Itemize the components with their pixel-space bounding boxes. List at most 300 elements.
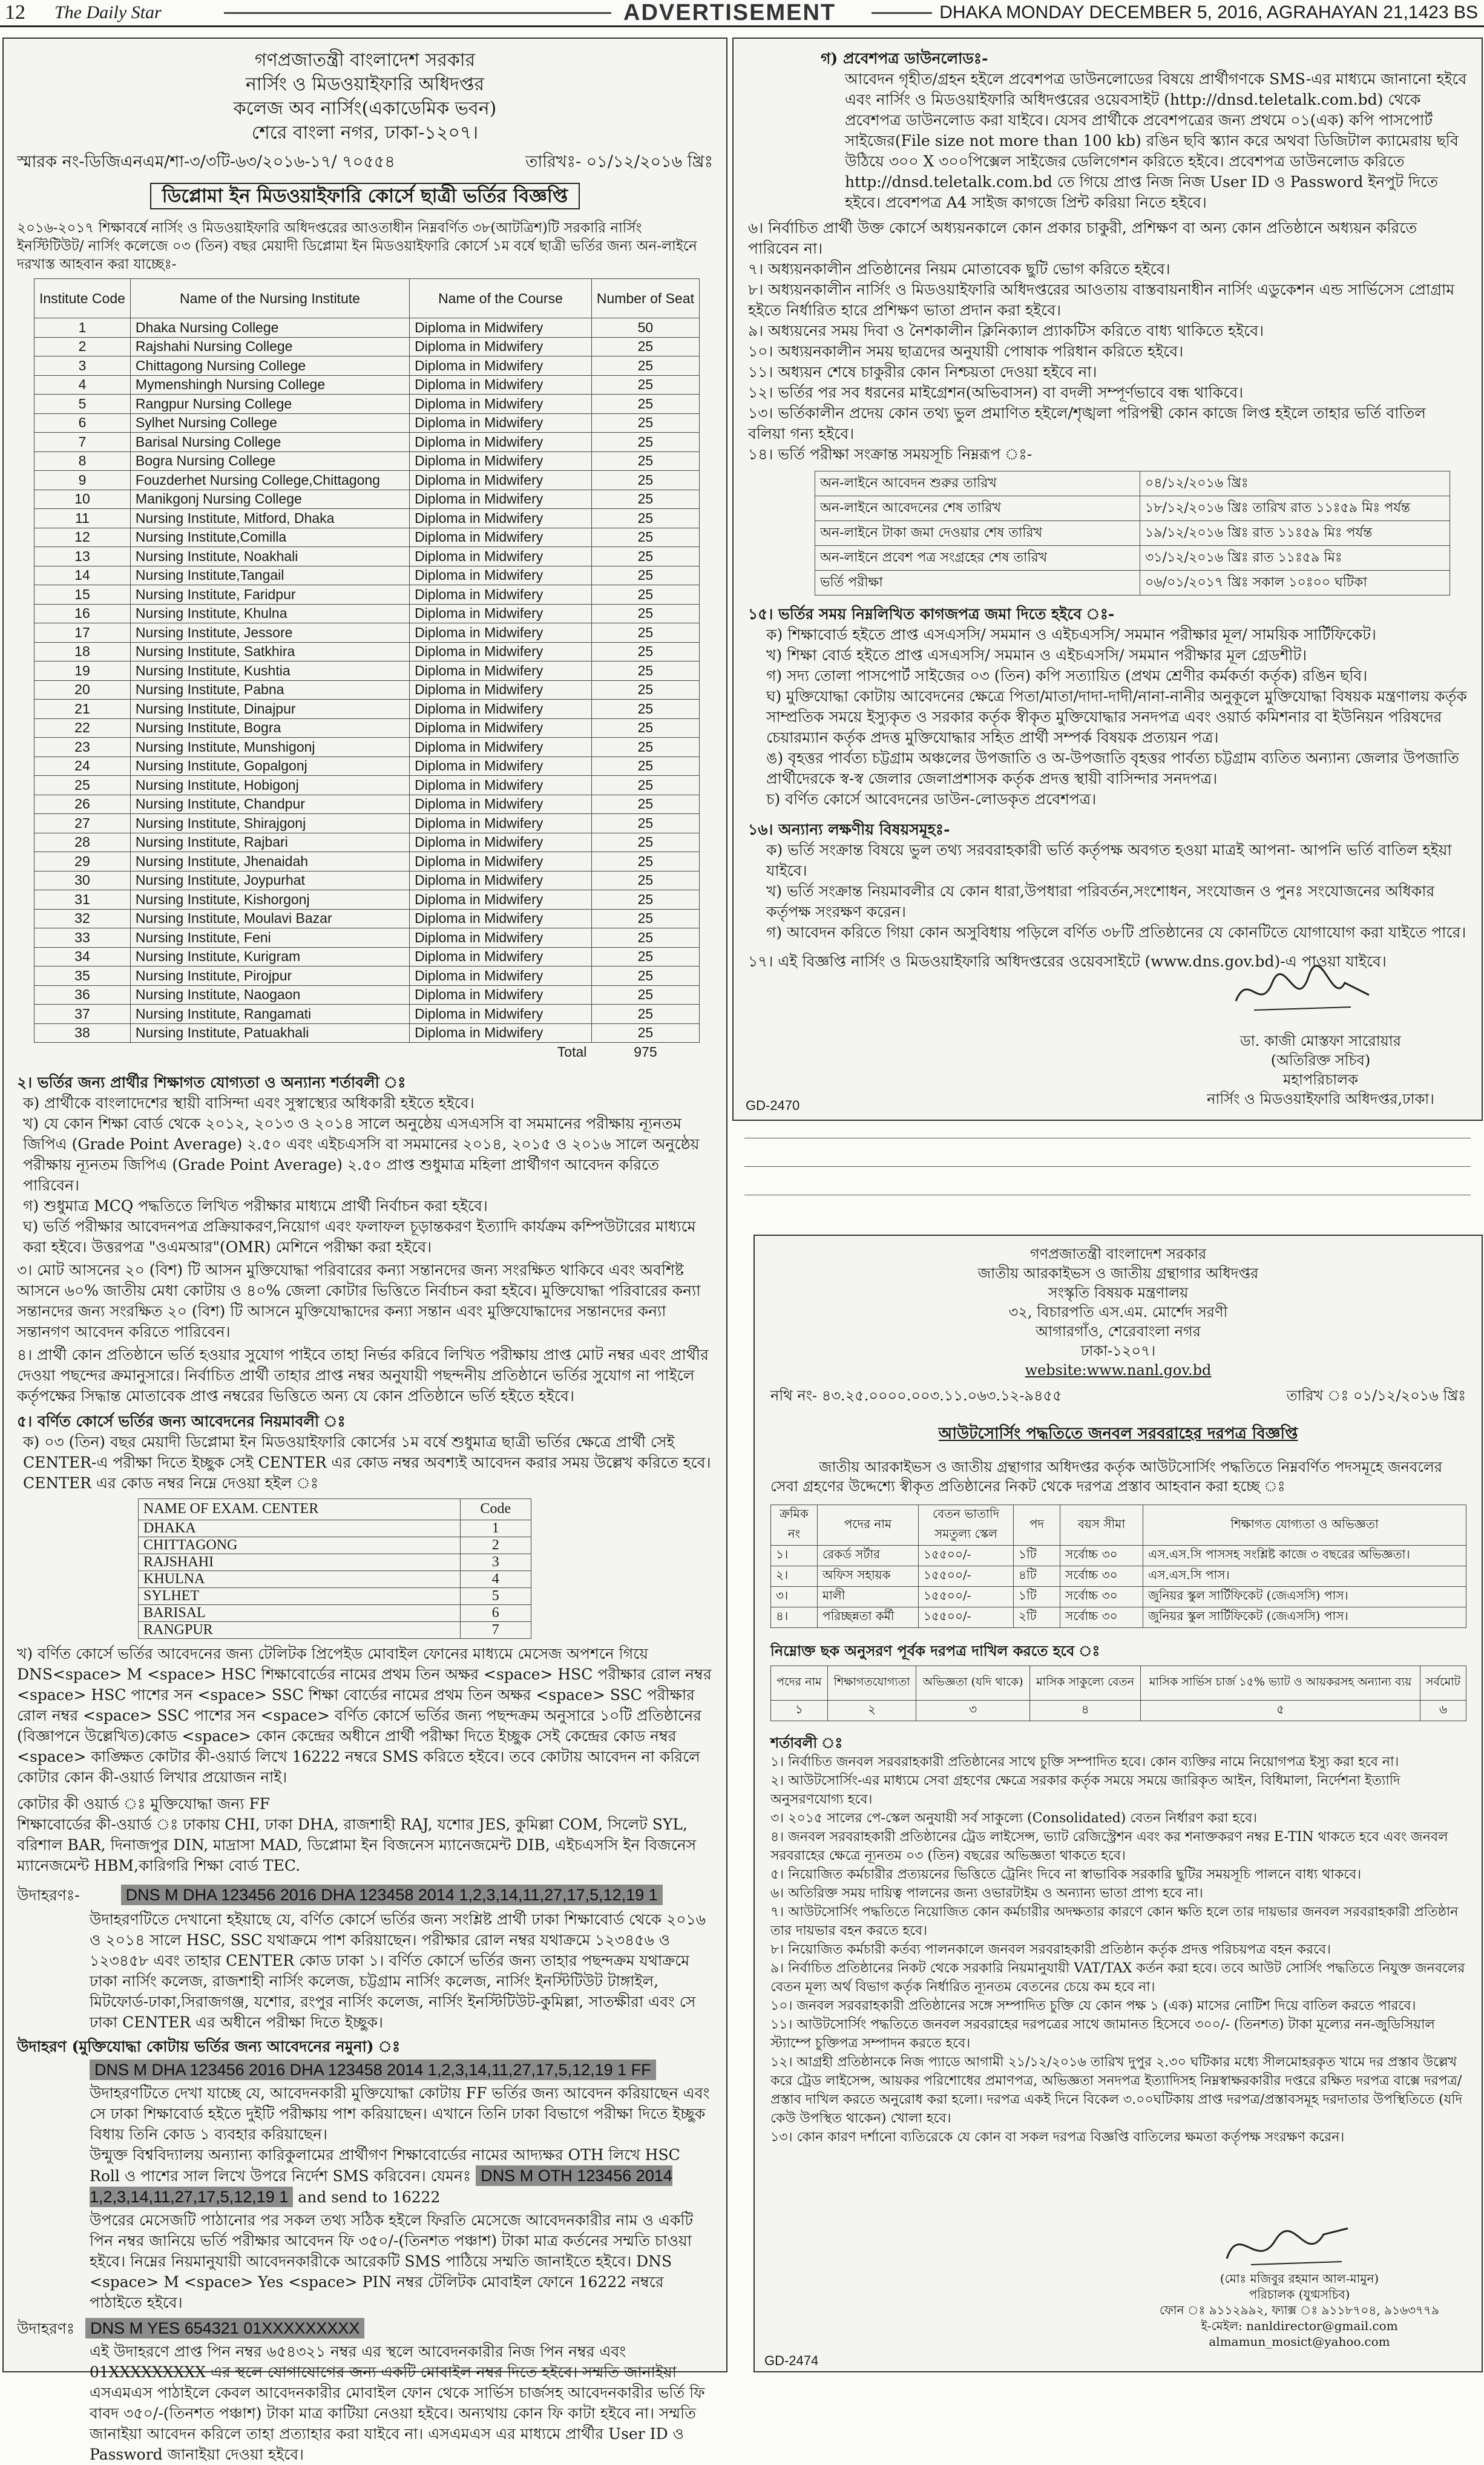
institute-name: Nursing Institute, Noakhali: [130, 547, 409, 566]
col-post: পদের নাম: [818, 1505, 919, 1546]
seat-count: 25: [591, 642, 699, 661]
institute-name: Nursing Institute, Khulna: [130, 604, 409, 623]
seat-count: 25: [591, 967, 699, 986]
ad1-memo: স্মারক নং-ডিজিএনএম/শা-৩/৩টি-৬৩/২০১৬-১৭/ ৭০৫৫৪: [17, 153, 395, 171]
masthead-rule-right: [872, 12, 932, 14]
institute-code: 24: [34, 757, 131, 776]
institute-name: Nursing Institute, Bogra: [130, 718, 409, 738]
center-code: 6: [460, 1604, 531, 1621]
institute-name: Nursing Institute, Jhenaidah: [130, 852, 409, 871]
course-name: Diploma in Midwifery: [410, 356, 592, 376]
rate-intro: নিম্নোক্ত ছক অনুসরণ পূর্বক দরপত্র দাখিল করতে হবে ঃ: [770, 1642, 1100, 1659]
course-name: Diploma in Midwifery: [410, 1005, 592, 1024]
masthead: [0, 0, 1484, 27]
term-item: ৩। ২০১৫ সালের পে-স্কেল অনুযায়ী সর্ব সাকুল্যে (Consolidated) বেতন নির্ধারণ করা হবে।: [770, 1811, 1258, 1826]
term-item: ১২। আগ্রহী প্রতিষ্ঠানকে নিজ প্যাডে আগামী ২১/১২/২০১৬ তারিখ দুপুর ২.৩০ ঘটিকার মধ্যে সীলমোহরকৃত খামে দর প্রস্তাব উল্লেখ করে ট্রেড লাইসেন্স, আয়কর পরিশোধের প্রমাণপত্র, অভিজ্ঞতা সনদপত্র ইত্যাদিসহ নিম্নস্বাক্ষরকারীর দপ্তরে রক্ষিত দরপত্র বাক্সে দরপত্র/প্রস্তাব দাখিল করতে অনুরোধ করা হলো। দরপত্র একই দিনে বিকেল ৩.০০ঘটিকায় প্রাপ্ত দরপত্র/প্রস্তাবসমূহ দরদাতার উপস্থিতিতে (যদি কেউ উপস্থিত থাকেন) খোলা হবে।: [770, 2055, 1463, 2126]
sec5-b: খ) বর্ণিত কোর্সে ভর্তির আবেদনের জন্য টেলিটক প্রিপেইড মোবাইল ফোনের মাধ্যমে মেসেজ অপশনে গিয়ে DNS<space> M <space> HSC শিক্ষাবোর্ডের নামের প্রথম তিন অক্ষর <space> HSC পরীক্ষার রোল নম্বর <space> HSC পাশের সন <space> SSC শিক্ষা বোর্ডের নামের প্রথম তিন অক্ষর <space> SSC পরীক্ষার রোল নম্বর <space> SSC পাশের সন <space> বর্ণিত কোর্সে ভর্তির জন্য পছন্দক্রম অনুসারে ১০টি প্রতিষ্ঠানের (বিজ্ঞাপনে উল্লেখিত)কোড <space> কোন কেন্দ্রের অধীনে প্রার্থী পরীক্ষা দিতে ইচ্ছুক সেই কেন্দ্রের কোড নম্বর <space> কাঙ্ক্ষিত কোটার কী-ওয়ার্ড লিখে 16222 নম্বরে SMS করিতে হইবে। তবে কোটায় আবেদন না করিলে কোটার কোন কী-ওয়ার্ড লিখার প্রয়োজন নাই।: [17, 1644, 712, 1786]
institute-row: [34, 547, 700, 566]
seat-count: 25: [591, 795, 699, 814]
seat-count: 25: [591, 661, 699, 681]
course-name: Diploma in Midwifery: [410, 757, 592, 776]
rate-col-number: ২: [827, 1701, 916, 1721]
schedule-row: [815, 496, 1450, 521]
center-code: 7: [460, 1621, 531, 1638]
ad1-title-wrap: [17, 182, 713, 213]
institute-row: [34, 337, 700, 356]
schedule-label: ভর্তি পরীক্ষা: [815, 571, 1140, 596]
term-item: ৪। জনবল সরবরাহকারী প্রতিষ্ঠানের ট্রেড লাইসেন্স, ভ্যাট রেজিস্ট্রেশন এবং কর শনাক্তকরণ নম্বর E-TIN থাকতে হবে এবং জনবল সরবরাহের ক্ষেত্রে ন্যূনতম ০৩ (তিন) বছরের অভিজ্ঞতা থাকতে হবে।: [770, 1830, 1448, 1863]
page-number: 12: [5, 1, 25, 24]
example4-sms: DNS M YES 654321 01XXXXXXXXX: [85, 2318, 364, 2339]
seat-count: 25: [591, 852, 699, 871]
rate-col-number: ৪: [1029, 1701, 1140, 1721]
ad1-terms-list: [748, 218, 1467, 465]
seat-count: 25: [591, 718, 699, 738]
sec4: ৪। প্রার্থী কোন প্রতিষ্ঠানে ভর্তি হওয়ার সুযোগ পাইবে তাহা নির্ভর করিবে লিখিত পরীক্ষায় প্রাপ্ত মোট নম্বর এবং প্রার্থীর দেওয়া পছন্দের ক্রমানুসারে। নির্বাচিত প্রার্থী তাহার প্রাপ্ত নম্বর অনুযায়ী পছন্দনীয় প্রতিষ্ঠানে ভর্তির সুযোগ না পাইলে কর্তৃপক্ষের সিদ্ধান্ত মোতাবেক প্রাপ্ত নম্বরের ভিত্তিতে অন্য যে কোন প্রতিষ্ঠানে ভর্তি হইতে হইবে।: [17, 1345, 709, 1405]
post-serial: ৪।: [771, 1607, 818, 1628]
post-salary: ১৫৫০০/-: [919, 1607, 1014, 1628]
ad1-header-line: শেরে বাংলা নগর, ঢাকা-১২০৭।: [251, 122, 479, 143]
term-item: ৯। অধ্যয়নের সময় দিবা ও নৈশকালীন ক্লিনিক্যাল প্র্যাকটিস করিতে বাধ্য থাকিতে হইবে।: [748, 322, 1264, 340]
institute-code: 27: [34, 814, 131, 833]
ad1-download-section: [748, 48, 1467, 213]
schedule-label: অন-লাইনে আবেদনের শেষ তারিখ: [815, 496, 1140, 521]
schedule-value: ০৬/০১/২০১৭ খ্রিঃ সকাল ১০ঃ০০ ঘটিকা: [1140, 571, 1450, 596]
ad1-title: ডিপ্লোমা ইন মিডওয়াইফারি কোর্সে ছাত্রী ভর্তির বিজ্ঞপ্তি: [150, 183, 580, 209]
institute-table: [34, 278, 700, 1062]
board-keyword: শিক্ষাবোর্ডের কী-ওয়ার্ড ঃ ঢাকায় CHI, ঢাকা DHA, রাজশাহী RAJ, যশোর JES, কুমিল্লা COM, সিলেট SYL, বরিশাল BAR, দিনাজপুর DIN, মাদ্রাসা MAD, ডিপ্লোমা ইন বিজনেস ম্যানেজমেন্ট DIB, এইচএসসি ইন বিজনেস ম্যানেজমেন্ট HBM,কারিগরি শিক্ষা বোর্ড TEC.: [17, 1815, 697, 1874]
seat-count: 50: [591, 318, 699, 338]
institute-name: Nursing Institute,Comilla: [130, 528, 409, 547]
course-name: Diploma in Midwifery: [410, 490, 592, 509]
seat-count: 25: [591, 985, 699, 1005]
course-name: Diploma in Midwifery: [410, 661, 592, 681]
nursing-admission-ad-continued: [732, 38, 1483, 1121]
other-board-row: [17, 2145, 713, 2208]
seat-count: 25: [591, 413, 699, 433]
sec16-heading: ১৬। অন্যান্য লক্ষণীয় বিষয়সমূহঃ-: [748, 821, 950, 838]
schedule-row: [815, 546, 1450, 571]
col-center: NAME OF EXAM. CENTER: [139, 1498, 461, 1520]
center-row: [139, 1554, 531, 1571]
institute-name: Barisal Nursing College: [130, 433, 409, 452]
institute-name: Nursing Institute, Joypurhat: [130, 871, 409, 890]
ad1-signature-scribble: [1230, 959, 1375, 1025]
sec15-list: [748, 625, 1467, 810]
paper-name: The Daily Star: [54, 2, 162, 22]
institute-row: [34, 509, 700, 528]
ad2-memo-row: [770, 1386, 1466, 1405]
seat-count: 25: [591, 375, 699, 395]
schedule-row: [815, 471, 1450, 496]
sms-reply-text: উপরের মেসেজটি পাঠানোর পর সকল তথ্য সঠিক হইলে ফিরতি মেসেজে আবেদনকারীর নাম ও একটি পিন নম্বর জানিয়ে ভর্তি পরীক্ষার আবেদন ফি ৩৫০/-(তিনশত পঞ্চাশ) টাকা মাত্র কর্তনের সম্মতি চাওয়া হইবে। নিম্নের নিয়মানুযায়ী আবেদনকারীকে আরেকটি SMS পাঠিয়ে সম্মতি জানাইতে হইবে। DNS <space> M <space> Yes <space> PIN নম্বর টেলিটক মোবাইল ফোনে 16222 নম্বরে পাঠাইতে হইবে।: [90, 2211, 694, 2311]
rate-col-header: মাসিক সাকুল্যে বেতন: [1029, 1666, 1140, 1701]
seat-count: 25: [591, 909, 699, 928]
sec17: ১৭। এই বিজ্ঞপ্তি নার্সিং ও মিডওয়াইফারি অধিদপ্তরের ওয়েবসাইটে (www.dns.gov.bd)-এ পাওয়া যাইবে।: [748, 953, 1387, 970]
institute-name: Manikgonj Nursing College: [130, 490, 409, 509]
example1-text: উদাহরণটিতে দেখানো হইয়াছে যে, বর্ণিত কোর্সে ভর্তির জন্য সংশ্লিষ্ট প্রার্থী ঢাকা শিক্ষাবোর্ড থেকে ২০১৬ ও ২০১৪ সালে HSC, SSC যথাক্রমে পাশ করিয়াছেন। পরীক্ষার রোল নম্বর যথাক্রমে ১২৩৪৫৬ ও ১২৩৪৫৮ এবং তাহার CENTER কোড ঢাকা ১। বর্ণিত কোর্সে ভর্তির জন্য তাহার পছন্দক্রম যথাক্রমে ঢাকা নার্সিং কলেজ, রাজশাহী নার্সিং কলেজ, চট্টগ্রাম নার্সিং কলেজ, নার্সিং ইনস্টিটিউট টাঙ্গাইল, মিটফোর্ড-ঢাকা,সিরাজগঞ্জ, যশোর, রংপুর নার্সিং কলেজ, নার্সিং ইনস্টিটিউট-কুমিল্লা, সাতক্ষীরা এবং সে ঢাকা CENTER এর অধীনে পরীক্ষা দিতে ইচ্ছুক।: [90, 1910, 706, 2031]
section-title: ADVERTISEMENT: [623, 0, 836, 25]
notice-item: ক) ভর্তি সংক্রান্ত বিষয়ে ভুল তথ্য সরবরাহকারী ভর্তি কর্তৃপক্ষ অবগত হওয়া মাত্রই আপনা- আপনি ভর্তি বাতিল হইয়া যাইবে।: [766, 841, 1452, 879]
institute-code: 18: [34, 642, 131, 661]
ad1-signatory-line: নার্সিং ও মিডওয়াইফারি অধিদপ্তর,ঢাকা।: [1207, 1091, 1434, 1108]
ad2-signatory-line: ফোন ঃ ৯১১২৯৯২, ফ্যাক্স ঃ ৯১১৮৭০৪, ৯১৬৩৭৭৯: [1159, 2303, 1440, 2317]
course-name: Diploma in Midwifery: [410, 700, 592, 719]
center-code: 4: [460, 1571, 531, 1587]
post-row: [771, 1546, 1466, 1566]
col-count: পদ: [1014, 1505, 1060, 1546]
seat-count: 25: [591, 566, 699, 585]
ad2-signatory-line: (মোঃ মজিবুর রহমান আল-মামুন): [1220, 2271, 1379, 2286]
institute-row: [34, 700, 700, 719]
institute-name: Nursing Institute, Faridpur: [130, 585, 409, 605]
col-institute: Name of the Nursing Institute: [130, 279, 409, 318]
sec3: ৩। মোট আসনের ২০ (বিশ) টি আসন মুক্তিযোদ্ধা পরিবারের কন্যা সন্তানদের জন্য সংরক্ষিত থাকিবে এবং অবশিষ্ট আসনে ৬০% জাতীয় মেধা কোটায় ও ৪০% জেলা কোটার ভিত্তিতে নির্বাচন করা হইবে। মুক্তিযোদ্ধা পরিবারের কন্যা সন্তানদের জন্য সংরক্ষিত ২০ (বিশ) টি আসনে মুক্তিযোদ্ধাদের কন্যা সন্তান এবং মুক্তিযোদ্ধাদের সন্তানদের কন্যা সন্তানগণ আবেদন করিতে পারিবেন।: [17, 1261, 701, 1341]
institute-name: Rangpur Nursing College: [130, 395, 409, 414]
term-item: ১৩। কোন কারণ দর্শানো ব্যতিরেকে যে কোন বা সকল দরপত্র বিজ্ঞপ্তি বাতিলের ক্ষমতা কর্তৃপক্ষ সংরক্ষণ করেন।: [770, 2130, 1345, 2145]
seat-count: 25: [591, 471, 699, 490]
term-item: ১১। অধ্যয়ন শেষে চাকুরীর কোন নিশ্চয়তা দেওয়া হইবে না।: [748, 363, 1097, 381]
institute-code: 28: [34, 833, 131, 852]
schedule-row: [815, 521, 1450, 546]
center-name: DHAKA: [139, 1520, 461, 1537]
term-item: ১২। ভর্তির পর সব ধরনের মাইগ্রেশন(অভিবাসন) বা বদলী সম্পূর্ণভাবে বন্ধ থাকিবে।: [748, 384, 1244, 401]
seat-count: 25: [591, 585, 699, 605]
schedule-value: ৩১/১২/২০১৬ খ্রিঃ রাত ১১ঃ৫৯ মিঃ: [1140, 546, 1450, 571]
post-qualification: এস.এস.সি পাস।: [1143, 1566, 1466, 1587]
institute-code: 6: [34, 413, 131, 433]
sec5-a: ক) ০৩ (তিন) বছর মেয়াদী ডিপ্লোমা ইন মিডওয়াইফারি কোর্সের ১ম বর্ষে শুধুমাত্র ছাত্রী ভর্তির ক্ষেত্রে প্রার্থী সেই CENTER-এ পরীক্ষা দিতে ইচ্ছুক সেই CENTER এর কোড নম্বর অবশ্যই আবেদন করার সময় উল্লেখ করিতে হবে। CENTER এর কোড নম্বর নিম্নে দেওয়া হইল ঃ: [23, 1433, 711, 1492]
institute-code: 16: [34, 604, 131, 623]
course-name: Diploma in Midwifery: [410, 433, 592, 452]
institute-name: Nursing Institute, Dinajpur: [130, 700, 409, 719]
example2-row: [17, 2060, 713, 2081]
institute-code: 36: [34, 985, 131, 1005]
center-table-header: [139, 1498, 531, 1520]
sec2-c: গ) শুধুমাত্র MCQ পদ্ধতিতে লিখিত পরীক্ষার মাধ্যমে প্রার্থী নির্বাচন করা হইবে।: [23, 1196, 488, 1215]
institute-code: 10: [34, 490, 131, 509]
ad1-memo-row: [17, 151, 713, 173]
seat-count: 25: [591, 1023, 699, 1043]
term-item: ৭। অধ্যয়নকালীন প্রতিষ্ঠানের নিয়ম মোতাবেক ছুটি ভোগ করিতে হইবে।: [748, 260, 1170, 278]
seat-count: 25: [591, 757, 699, 776]
institute-code: 4: [34, 375, 131, 395]
institute-row: [34, 1005, 700, 1024]
ad2-header: [770, 1244, 1466, 1380]
term-item: ২। আউটসোর্সিং-এর মাধ্যমে সেবা গ্রহণের ক্ষেত্রে সরকার কর্তৃক সময়ে সময়ে জারিকৃত আইন, বিধিমালা, নির্দেশনা ইত্যাদি অনুসরণযোগ্য হবে।: [770, 1773, 1400, 1807]
archives-outsourcing-ad: [753, 1235, 1483, 2372]
institute-row: [34, 967, 700, 986]
center-code: 5: [460, 1587, 531, 1604]
post-serial: ৩।: [771, 1587, 818, 1607]
institute-row: [34, 318, 700, 338]
institute-name: Nursing Institute, Feni: [130, 928, 409, 948]
institute-row: [34, 451, 700, 471]
institute-row: [34, 776, 700, 795]
ad2-header-line: ৩২, বিচারপতি এস.এম. মোর্শেদ সরণী: [1008, 1304, 1228, 1321]
course-name: Diploma in Midwifery: [410, 852, 592, 871]
center-code: 3: [460, 1554, 531, 1571]
institute-name: Mymenshingh Nursing College: [130, 375, 409, 395]
institute-table-header: [34, 279, 700, 318]
ad1-header: [17, 48, 713, 145]
institute-name: Nursing Institute, Patuakhali: [130, 1023, 409, 1043]
ad1-signatory-line: মহাপরিচালক: [1283, 1071, 1358, 1088]
example1-label: উদাহরণঃ-: [17, 1886, 80, 1904]
course-name: Diploma in Midwifery: [410, 509, 592, 528]
post-name: অফিস সহায়ক: [818, 1566, 919, 1587]
course-name: Diploma in Midwifery: [410, 375, 592, 395]
institute-name: Nursing Institute, Kurigram: [130, 947, 409, 967]
rate-col-header: সর্বমোট: [1420, 1666, 1466, 1701]
example4-row: [17, 2318, 713, 2339]
sec16-list: [748, 840, 1467, 943]
institute-code: 29: [34, 852, 131, 871]
seat-count: 25: [591, 947, 699, 967]
institute-name: Nursing Institute, Gopalgonj: [130, 757, 409, 776]
institute-row: [34, 661, 700, 681]
post-age: সর্বোচ্চ ৩০: [1060, 1607, 1143, 1628]
institute-code: 26: [34, 795, 131, 814]
institute-code: 14: [34, 566, 131, 585]
institute-code: 32: [34, 909, 131, 928]
institute-row: [34, 604, 700, 623]
total-value: 975: [634, 1043, 657, 1060]
ad2-signatory-line: পরিচালক (যুগ্মসচিব): [1249, 2287, 1350, 2302]
center-name: KHULNA: [139, 1571, 461, 1587]
institute-code: 3: [34, 356, 131, 376]
course-name: Diploma in Midwifery: [410, 413, 592, 433]
post-count: ১টি: [1014, 1546, 1060, 1566]
col-qualification: শিক্ষাগত যোগ্যতা ও অভিজ্ঞতা: [1143, 1505, 1466, 1546]
center-name: RAJSHAHI: [139, 1554, 461, 1571]
sec15-heading: ১৫। ভর্তির সময় নিম্নলিখিত কাগজপত্র জমা দিতে হইবে ঃ-: [748, 605, 1115, 623]
ad1-header-line: কলেজ অব নার্সিং(একাডেমিক ভবন): [233, 98, 497, 119]
seat-count: 25: [591, 738, 699, 757]
col-center-code: Code: [460, 1498, 531, 1520]
term-item: ৬। নির্বাচিত প্রার্থী উক্ত কোর্সে অধ্যয়নকালে কোন প্রকার চাকুরী, প্রশিক্ষণ বা অন্য কোন প্রতিষ্ঠানে অধ্যয়ন করিতে পারিবেন না।: [748, 219, 1417, 257]
course-name: Diploma in Midwifery: [410, 947, 592, 967]
ad2-header-line: জাতীয় আরকাইভস ও জাতীয় গ্রন্থাগার অধিদপ্তর: [977, 1265, 1259, 1282]
institute-code: 35: [34, 967, 131, 986]
institute-name: Nursing Institute, Shirajgonj: [130, 814, 409, 833]
posts-table-header: [771, 1505, 1466, 1546]
seat-count: 25: [591, 890, 699, 910]
institute-code: 15: [34, 585, 131, 605]
institute-name: Nursing Institute, Mitford, Dhaka: [130, 509, 409, 528]
rate-col-number: ৬: [1420, 1701, 1466, 1721]
term-item: ৬। অতিরিক্ত সময় দায়িত্ব পালনের জন্য ওভারটাইম ও অন্যান্য ভাতা প্রাপ্য হবে না।: [770, 1886, 1203, 1901]
institute-row: [34, 985, 700, 1005]
seat-count: 25: [591, 871, 699, 890]
other-board-text: উন্মুক্ত বিশ্ববিদ্যালয় অন্যান্য কারিকুলামের প্রার্থীগণ শিক্ষাবোর্ডের নামের আদ্যক্ষর OTH লিখে HSC Roll ও পাশের সাল লিখে উপরে নির্দেশ SMS করিবেন। যেমনঃ: [90, 2145, 680, 2185]
institute-row: [34, 566, 700, 585]
col-salary: বেতন ভাতাদি সমতুল্য স্কেল: [919, 1505, 1014, 1546]
center-code: 2: [460, 1537, 531, 1554]
col-age: বয়স সীমা: [1060, 1505, 1143, 1546]
rate-col-header: পদের নাম: [771, 1666, 828, 1701]
institute-row: [34, 490, 700, 509]
course-name: Diploma in Midwifery: [410, 604, 592, 623]
exam-schedule-table: [815, 471, 1450, 596]
sec2-b: খ) যে কোন শিক্ষা বোর্ড থেকে ২০১২, ২০১৩ ও ২০১৪ সালে অনুষ্ঠেয় এসএসসি বা সমমানের পরীক্ষায় ন্যূনতম জিপিএ (Grade Point Average) ২.৫০ এবং এইচএসসি বা সমমানের ২০১৪, ২০১৫ ও ২০১৬ সালে অনুষ্ঠেয় পরীক্ষায় ন্যূনতম জিপিএ (Grade Point Average) ২.৫০ প্রাপ্ত শুধুমাত্র মহিলা প্রার্থীগণ আবেদন করিতে পারিবেন।: [23, 1114, 700, 1194]
seat-count: 25: [591, 1005, 699, 1024]
institute-code: 7: [34, 433, 131, 452]
rate-col-header: অভিজ্ঞতা (যদি থাকে): [916, 1666, 1030, 1701]
ad2-header-line: আগারগাঁও, শেরেবাংলা নগর: [1036, 1323, 1201, 1340]
institute-name: Rajshahi Nursing College: [130, 337, 409, 356]
sec2-d: ঘ) ভর্তি পরীক্ষার আবেদনপত্র প্রক্রিয়াকরণ,নিয়োগ এবং ফলাফল চূড়ান্তকরণ ইত্যাদি কার্যক্রম কম্পিউটারের মাধ্যমে করা হইবে। উত্তরপত্র "ওএমআর"(OMR) মেশিনে পরীক্ষা করা হইবে।: [23, 1217, 696, 1256]
term-item: ১। নির্বাচিত জনবল সরবরাহকারী প্রতিষ্ঠানের সাথে চুক্তি সম্পাদিত হবে। কোন ব্যক্তির নামে নিয়োগপত্র ইস্যু করা হবে না।: [770, 1754, 1399, 1770]
course-name: Diploma in Midwifery: [410, 680, 592, 700]
post-serial: ১।: [771, 1546, 818, 1566]
institute-name: Nursing Institute, Pabna: [130, 680, 409, 700]
institute-total-row: [34, 1043, 700, 1062]
ad1-signatory: [1181, 1031, 1460, 1109]
institute-row: [34, 928, 700, 948]
institute-name: Nursing Institute, Jessore: [130, 623, 409, 643]
institute-code: 33: [34, 928, 131, 948]
institute-code: 22: [34, 718, 131, 738]
ad2-signatory-line: almamun_mosict@yahoo.com: [1209, 2334, 1390, 2349]
course-name: Diploma in Midwifery: [410, 337, 592, 356]
institute-row: [34, 909, 700, 928]
course-name: Diploma in Midwifery: [410, 451, 592, 471]
center-name: CHITTAGONG: [139, 1537, 461, 1554]
institute-code: 30: [34, 871, 131, 890]
ad1-documents-section: [748, 604, 1467, 972]
post-name: পরিচ্ছন্নতা কর্মী: [818, 1607, 919, 1628]
institute-name: Dhaka Nursing College: [130, 318, 409, 338]
course-name: Diploma in Midwifery: [410, 642, 592, 661]
institute-row: [34, 680, 700, 700]
institute-code: 9: [34, 471, 131, 490]
institute-name: Nursing Institute, Munshigonj: [130, 738, 409, 757]
terms-title: শর্তাবলী ঃ: [770, 1734, 843, 1751]
center-row: [139, 1621, 531, 1638]
institute-code: 25: [34, 776, 131, 795]
institute-row: [34, 528, 700, 547]
center-row: [139, 1604, 531, 1621]
ad1-header-line: নার্সিং ও মিডওয়াইফারি অধিদপ্তর: [246, 74, 484, 95]
ad2-signatory: [1130, 2271, 1469, 2349]
term-item: ১৪। ভর্তি পরীক্ষা সংক্রান্ত সময়সূচি নিম্নরূপ ঃ-: [748, 445, 1033, 463]
blank-rule: [744, 1166, 1471, 1167]
institute-code: 34: [34, 947, 131, 967]
post-salary: ১৫৫০০/-: [919, 1587, 1014, 1607]
institute-name: Nursing Institute, Rajbari: [130, 833, 409, 852]
course-name: Diploma in Midwifery: [410, 890, 592, 910]
post-salary: ১৫৫০০/-: [919, 1546, 1014, 1566]
institute-name: Nursing Institute, Naogaon: [130, 985, 409, 1005]
institute-code: 21: [34, 700, 131, 719]
document-item: ঘ) মুক্তিযোদ্ধা কোটায় আবেদনের ক্ষেত্রে পিতা/মাতা/দাদা-দাদী/নানা-নানীর অনুকূলে মুক্তিযোদ্ধা বিষয়ক মন্ত্রণালয় কর্তৃক সাম্প্রতিক সময়ে ইস্যুকৃত ও সরকার কর্তৃক স্বীকৃত মুক্তিযোদ্ধার সনদপত্র এবং ওয়ার্ড কমিশনার বা ইউনিয়ন পরিষদের চেয়ারম্যান কর্তৃক প্রদত্ত মুক্তিযোদ্ধার সহিত প্রার্থী সম্পর্ক বিষয়ক প্রত্যয়ন পত্র।: [766, 688, 1467, 746]
course-name: Diploma in Midwifery: [410, 795, 592, 814]
terms-list: [770, 1753, 1466, 2147]
post-row: [771, 1587, 1466, 1607]
sec2-heading: ২। ভর্তির জন্য প্রার্থীর শিক্ষাগত যোগ্যতা ও অন্যান্য শর্তাবলী ঃ: [17, 1073, 406, 1091]
example3-sms: DNS M OTH 123456 2014 1,2,3,14,11,27,17,5,12,19 1: [90, 2166, 672, 2206]
institute-name: Nursing Institute, Moulavi Bazar: [130, 909, 409, 928]
blank-rules: [744, 1138, 1471, 1195]
ad2-website: website:www.nanl.gov.bd: [1025, 1362, 1212, 1379]
institute-name: Bogra Nursing College: [130, 451, 409, 471]
institute-row: [34, 433, 700, 452]
course-name: Diploma in Midwifery: [410, 1023, 592, 1043]
ad1-header-line: গণপ্রজাতন্ত্রী বাংলাদেশ সরকার: [254, 50, 476, 71]
post-age: সর্বোচ্চ ৩০: [1060, 1546, 1143, 1566]
seat-count: 25: [591, 433, 699, 452]
course-name: Diploma in Midwifery: [410, 318, 592, 338]
seat-count: 25: [591, 833, 699, 852]
example2-label: উদাহরণ (মুক্তিযোদ্ধা কোটায় ভর্তির জন্য আবেদনের নমুনা) ঃ: [17, 2037, 401, 2055]
ad2-intro: জাতীয় আরকাইভস ও জাতীয় গ্রন্থাগার অধিদপ্তর কর্তৃক আউটসোর্সিং পদ্ধতিতে নিম্নবর্ণিত পদসমূহে জনবলের সেবা গ্রহণের উদ্দেশ্যে স্বীকৃত প্রতিষ্ঠানের নিকট থেকে দরপত্র প্রস্তাব আহবান করা হচ্ছে ঃ: [770, 1459, 1442, 1495]
course-name: Diploma in Midwifery: [410, 395, 592, 414]
document-item: চ) বর্ণিত কোর্সে আবেদনের ডাউন-লোডকৃত প্রবেশপত্র।: [766, 790, 1097, 808]
institute-name: Fouzderhet Nursing College,Chittagong: [130, 471, 409, 490]
post-serial: ২।: [771, 1566, 818, 1587]
center-name: RANGPUR: [139, 1621, 461, 1638]
course-name: Diploma in Midwifery: [410, 585, 592, 605]
term-item: ১১। আউটসোর্সিং পদ্ধতিতে জনবল সরবরাহের দরপত্রের সাথে জামানত হিসেবে ৩০০/- (তিনশত) টাকা মূল্যের নন-জুডিসিয়াল স্ট্যাম্পে চুক্তিপত্র সম্পাদন করতে হবে।: [770, 2017, 1435, 2051]
rate-table-header: [771, 1666, 1466, 1701]
seat-count: 25: [591, 680, 699, 700]
seat-count: 25: [591, 928, 699, 948]
ad1-code: GD-2470: [746, 1098, 800, 1113]
center-name: SYLHET: [139, 1587, 461, 1604]
rate-col-header: মাসিক সার্ভিস চার্জ ১৫% ভ্যাট ও আয়করসহ অন্যান্য ব্যয়: [1141, 1666, 1420, 1701]
example4-text: এই উদাহরণে প্রাপ্ত পিন নম্বর ৬৫৪৩২১ নম্বর এর স্থলে আবেদনকারীর নিজ পিন নম্বর এবং 01XXXXXXXXX এর স্থলে যোগাযোগের জন্য একটি মোবাইল নম্বর দিতে হইবে। সম্মতি জানাইয়া এসএমএস পাঠাইলে কেবল আবেদনকারীর মোবাইল ফোন থেকে সার্ভিস চার্জসহ আবেদনকারীর ভর্তি ফি বাবদ ৩৫০/-(তিনশত পঞ্চাশ) টাকা মাত্র কাটিয়া নেওয়া হইবে। অন্যথায় কোন ফি কাটা হইবে না। সম্মতি জানাইয়া আবেদন করিলে তাহা প্রত্যাহার করা যাইবে না। এসএমএস এর মাধ্যমে প্রার্থীর User ID ও Password জানাইয়া দেওয়া হইবে।: [90, 2342, 705, 2463]
term-item: ৯। নির্বাচিত প্রতিষ্ঠানের নিকট থেকে সরকারি নিয়মানুযায়ী VAT/TAX কর্তন করা হবে। তবে আউট সোর্সিং পদ্ধতিতে নিযুক্ত জনবলের বেতন মূল্য অর্থ বিভাগ কর্তৃক নির্ধারিত ন্যূনতম বেতনের চেয়ে কম হবে না।: [770, 1961, 1465, 1995]
term-item: ৭। আউটসোর্সিং পদ্ধতিতে নিয়োজিত কোন কর্মচারীর অদক্ষতার কারণে কোন ক্ষতি হলে তার দায়ভার জনবল সরবরাহকারী প্রতিষ্ঠান তার দায়ভার বহন করতে হবে।: [770, 1905, 1459, 1938]
ad1-eligibility: [17, 1072, 713, 1494]
example1-row: [17, 1885, 713, 1906]
institute-code: 20: [34, 680, 131, 700]
institute-code: 11: [34, 509, 131, 528]
document-item: ঙ) বৃহত্তর পার্বত্য চট্টগ্রাম অঞ্চলের উপজাতি ও অ-উপজাতি বৃহত্তর পার্বত্য চট্টগ্রাম ব্যতিত অন্যান্য জেলার উপজাতি প্রার্থীদেরকে স্ব-স্ব জেলার জেলাপ্রশাসক কর্তৃক প্রদত্ত স্থায়ী বাসিন্দার সনদপত্র।: [766, 749, 1459, 787]
seat-count: 25: [591, 814, 699, 833]
institute-name: Sylhet Nursing College: [130, 413, 409, 433]
term-item: ১৩। ভর্তিকালীন প্রদেয় কোন তথ্য ভুল প্রমাণিত হইলে/শৃঙ্খলা পরিপন্থী কোন কাজে লিপ্ত হইলে তাহার ভর্তি বাতিল বলিয়া গন্য হইবে।: [748, 404, 1426, 442]
notice-item: খ) ভর্তি সংক্রান্ত নিয়মাবলীর যে কোন ধারা,উপধারা পরিবর্তন,সংশোধন, সংযোজন ও পুনঃ সংযোজনের অধিকার কর্তৃপক্ষ সংরক্ষণ করেন।: [766, 882, 1435, 921]
institute-name: Nursing Institute, Hobigonj: [130, 776, 409, 795]
institute-code: 2: [34, 337, 131, 356]
ad1-signatory-line: (অতিরিক্ত সচিব): [1270, 1052, 1371, 1069]
course-name: Diploma in Midwifery: [410, 566, 592, 585]
schedule-label: অন-লাইনে টাকা জমা দেওয়ার শেষ তারিখ: [815, 521, 1140, 546]
ad1-sms-rules: [17, 1644, 713, 2465]
seat-count: 25: [591, 356, 699, 376]
institute-code: 5: [34, 395, 131, 414]
rate-col-number: ৩: [916, 1701, 1030, 1721]
ad2-signatory-line: ই-মেইল: nanldirector@gmail.com: [1201, 2319, 1398, 2333]
course-name: Diploma in Midwifery: [410, 967, 592, 986]
institute-row: [34, 871, 700, 890]
term-item: ৮। নিয়োজিত কর্মচারী কর্তব্য পালনকালে জনবল সরবরাহকারী প্রতিষ্ঠান কর্তৃক প্রদত্ত পরিচয়পত্র বহন করবে।: [770, 1942, 1331, 1957]
center-row: [139, 1537, 531, 1554]
ad2-header-line: গণপ্রজাতন্ত্রী বাংলাদেশ সরকার: [1029, 1246, 1207, 1262]
document-item: গ) সদ্য তোলা পাসপোর্ট সাইজের ০৩ (তিন) কপি সত্যায়িত (প্রথম শ্রেণীর কর্মকর্তা কর্তৃক) রঙিন ছবি।: [766, 667, 1368, 684]
ad1-signatory-line: ডা. কাজী মোস্তফা সারোয়ার: [1240, 1032, 1401, 1049]
ad1-intro: ২০১৬-২০১৭ শিক্ষাবর্ষে নার্সিং ও মিডওয়াইফারি অধিদপ্তরের আওতাধীন নিম্নবর্ণিত ৩৮(আটত্রিশ)টি সরকারি নার্সিং ইনস্টিটিউট/ নার্সিং কলেজে ০৩ (তিন) বছর মেয়াদী ডিপ্লোমা ইন মিডওয়াইফারি কোর্সে ১ম বর্ষে ছাত্রী ভর্তির জন্য অন-লাইনে দরখাস্ত আহবান করা যাচ্ছেঃ-: [17, 220, 697, 272]
ad2-memo-date: তারিখ ঃ ০১/১২/২০১৬ খ্রিঃ: [1286, 1387, 1466, 1404]
schedule-label: অন-লাইনে আবেদন শুরুর তারিখ: [815, 471, 1140, 496]
center-row: [139, 1520, 531, 1537]
col-seat: Number of Seat: [591, 279, 699, 318]
schedule-label: অন-লাইনে প্রবেশ পত্র সংগ্রহের শেষ তারিখ: [815, 546, 1140, 571]
course-name: Diploma in Midwifery: [410, 833, 592, 852]
center-name: BARISAL: [139, 1604, 461, 1621]
